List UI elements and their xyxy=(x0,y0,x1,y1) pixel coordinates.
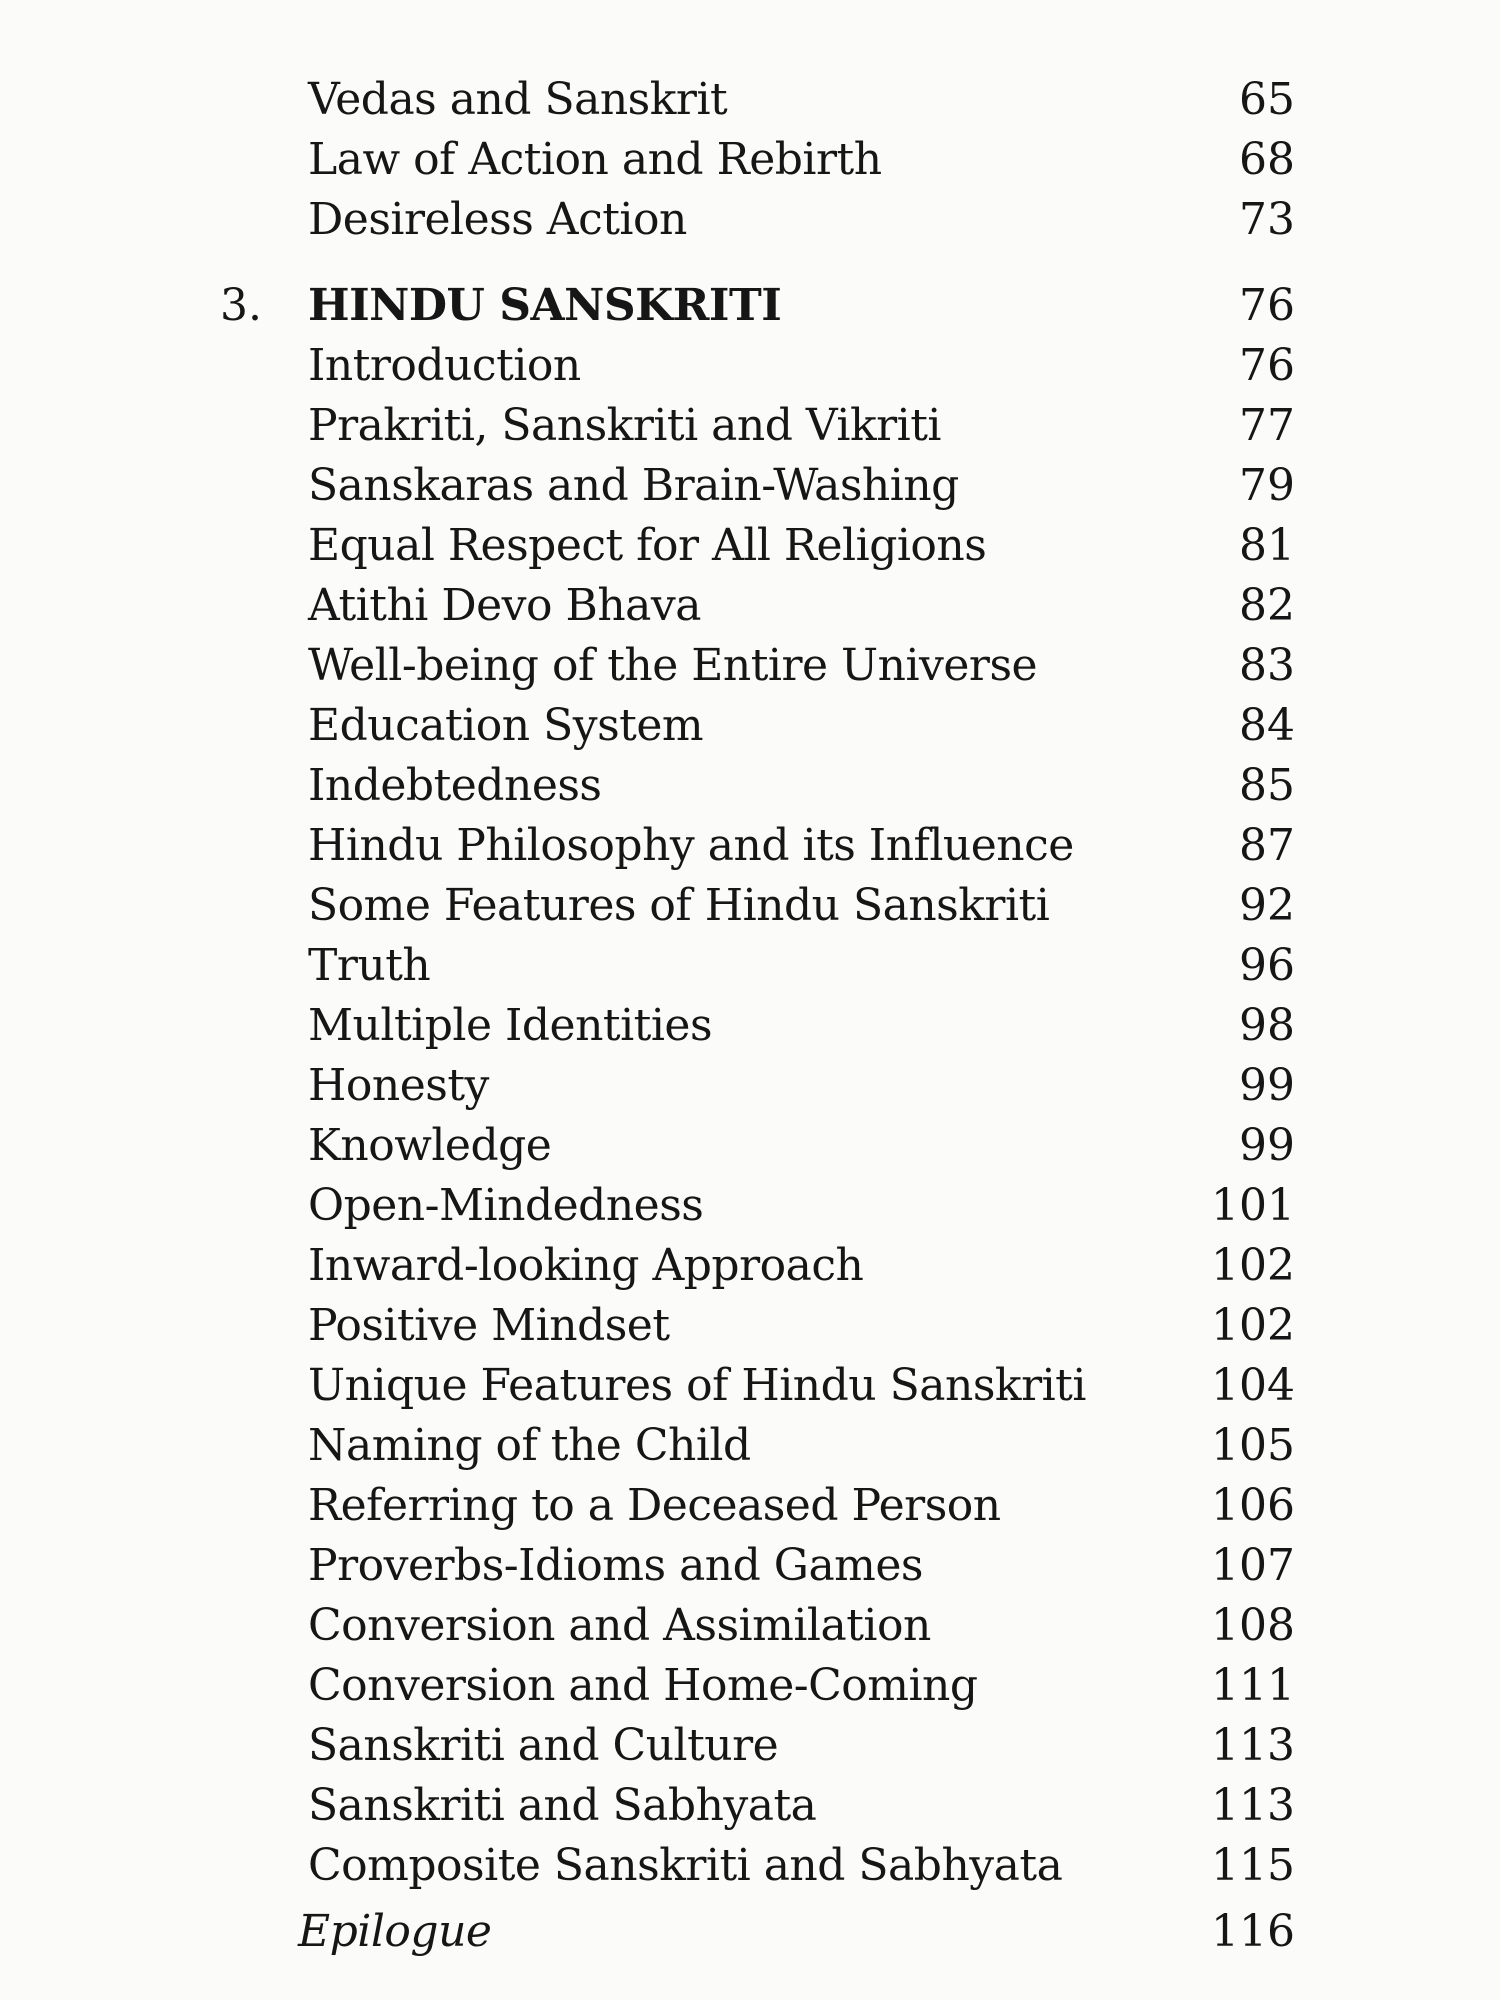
toc-entry-page: 115 xyxy=(1211,1840,1295,1891)
toc-entry-page: 102 xyxy=(1211,1240,1295,1291)
toc-entry xyxy=(0,636,1500,696)
toc-entry-page: 92 xyxy=(1239,880,1295,931)
toc-entry xyxy=(0,1116,1500,1176)
toc-entry xyxy=(0,1656,1500,1716)
toc-entry xyxy=(0,396,1500,456)
toc-entry-page: 101 xyxy=(1211,1180,1295,1231)
toc-entry-title: Some Features of Hindu Sanskriti xyxy=(308,880,1050,931)
toc-entry xyxy=(0,1836,1500,1896)
toc-entry-title: Multiple Identities xyxy=(308,1000,713,1051)
toc-entry xyxy=(0,1296,1500,1356)
toc-entry-page: 84 xyxy=(1239,700,1295,751)
toc-entry-page: 113 xyxy=(1211,1720,1295,1771)
toc-entry-title: Referring to a Deceased Person xyxy=(308,1480,1001,1531)
toc-entry xyxy=(0,130,1500,190)
toc-entry-page: 73 xyxy=(1239,194,1295,245)
epilogue-page: 116 xyxy=(1211,1906,1295,1957)
toc-entry-page: 104 xyxy=(1211,1360,1295,1411)
chapter-page: 76 xyxy=(1239,280,1295,331)
toc-entry-title: Indebtedness xyxy=(308,760,602,811)
toc-entry-page: 106 xyxy=(1211,1480,1295,1531)
chapter-title: HINDU SANSKRITI xyxy=(308,280,782,331)
toc-entry-page: 99 xyxy=(1239,1060,1295,1111)
toc-entry-page: 87 xyxy=(1239,820,1295,871)
toc-entry-title: Introduction xyxy=(308,340,581,391)
toc-entry-title: Hindu Philosophy and its Influence xyxy=(308,820,1074,871)
toc-entry-page: 77 xyxy=(1239,400,1295,451)
toc-entry-title: Sanskaras and Brain-Washing xyxy=(308,460,959,511)
toc-entry xyxy=(0,456,1500,516)
toc-entry-title: Well-being of the Entire Universe xyxy=(308,640,1038,691)
chapter-number: 3. xyxy=(220,280,262,331)
toc-entry-page: 96 xyxy=(1239,940,1295,991)
epilogue-title: Epilogue xyxy=(298,1906,492,1957)
toc-entry xyxy=(0,516,1500,576)
toc-entry-page: 105 xyxy=(1211,1420,1295,1471)
toc-entry-page: 108 xyxy=(1211,1600,1295,1651)
toc-chapter-heading xyxy=(0,276,1500,336)
toc-entry-page: 81 xyxy=(1239,520,1295,571)
toc-entry-page: 76 xyxy=(1239,340,1295,391)
toc-entry-title: Sanskriti and Culture xyxy=(308,1720,779,1771)
toc-entry xyxy=(0,756,1500,816)
toc-entry-page: 85 xyxy=(1239,760,1295,811)
toc-entry xyxy=(0,1596,1500,1656)
toc-entry xyxy=(0,1776,1500,1836)
toc-entry xyxy=(0,190,1500,250)
toc-entry-title: Prakriti, Sanskriti and Vikriti xyxy=(308,400,941,451)
toc-entry xyxy=(0,1416,1500,1476)
toc-entry-title: Inward-looking Approach xyxy=(308,1240,864,1291)
toc-entry xyxy=(0,336,1500,396)
toc-entry-title: Conversion and Assimilation xyxy=(308,1600,931,1651)
toc-entry xyxy=(0,816,1500,876)
table-of-contents xyxy=(0,70,1500,1962)
toc-entry xyxy=(0,1716,1500,1776)
toc-entry-title: Equal Respect for All Religions xyxy=(308,520,987,571)
toc-entry-page: 83 xyxy=(1239,640,1295,691)
toc-entry xyxy=(0,1536,1500,1596)
toc-entry-title: Positive Mindset xyxy=(308,1300,670,1351)
toc-entry xyxy=(0,696,1500,756)
toc-entry xyxy=(0,996,1500,1056)
toc-entry-title: Atithi Devo Bhava xyxy=(308,580,701,631)
toc-entry-page: 65 xyxy=(1239,74,1295,125)
toc-epilogue xyxy=(0,1902,1500,1962)
toc-entry xyxy=(0,1356,1500,1416)
toc-entry-page: 102 xyxy=(1211,1300,1295,1351)
toc-entry xyxy=(0,1236,1500,1296)
toc-entry-title: Sanskriti and Sabhyata xyxy=(308,1780,817,1831)
toc-entry-page: 98 xyxy=(1239,1000,1295,1051)
toc-entry xyxy=(0,936,1500,996)
toc-entry-title: Honesty xyxy=(308,1060,489,1111)
toc-entry xyxy=(0,70,1500,130)
toc-entry-page: 68 xyxy=(1239,134,1295,185)
toc-entry xyxy=(0,576,1500,636)
toc-entry-page: 107 xyxy=(1211,1540,1295,1591)
toc-entry-page: 99 xyxy=(1239,1120,1295,1171)
toc-entry-title: Naming of the Child xyxy=(308,1420,751,1471)
toc-entry-title: Open-Mindedness xyxy=(308,1180,704,1231)
toc-entry-title: Desireless Action xyxy=(308,194,687,245)
toc-entry xyxy=(0,1176,1500,1236)
toc-entry-page: 111 xyxy=(1211,1660,1295,1711)
toc-entry-title: Education System xyxy=(308,700,704,751)
toc-entry-title: Unique Features of Hindu Sanskriti xyxy=(308,1360,1086,1411)
toc-entry-page: 79 xyxy=(1239,460,1295,511)
toc-entry xyxy=(0,876,1500,936)
toc-entry-title: Knowledge xyxy=(308,1120,552,1171)
toc-entry xyxy=(0,1056,1500,1116)
toc-entry-title: Truth xyxy=(308,940,431,991)
toc-entry-page: 82 xyxy=(1239,580,1295,631)
toc-entry-title: Vedas and Sanskrit xyxy=(308,74,728,125)
toc-entry-title: Composite Sanskriti and Sabhyata xyxy=(308,1840,1063,1891)
toc-entry-title: Proverbs-Idioms and Games xyxy=(308,1540,924,1591)
toc-entry xyxy=(0,1476,1500,1536)
toc-entry-title: Conversion and Home-Coming xyxy=(308,1660,978,1711)
toc-entry-page: 113 xyxy=(1211,1780,1295,1831)
toc-entry-title: Law of Action and Rebirth xyxy=(308,134,882,185)
